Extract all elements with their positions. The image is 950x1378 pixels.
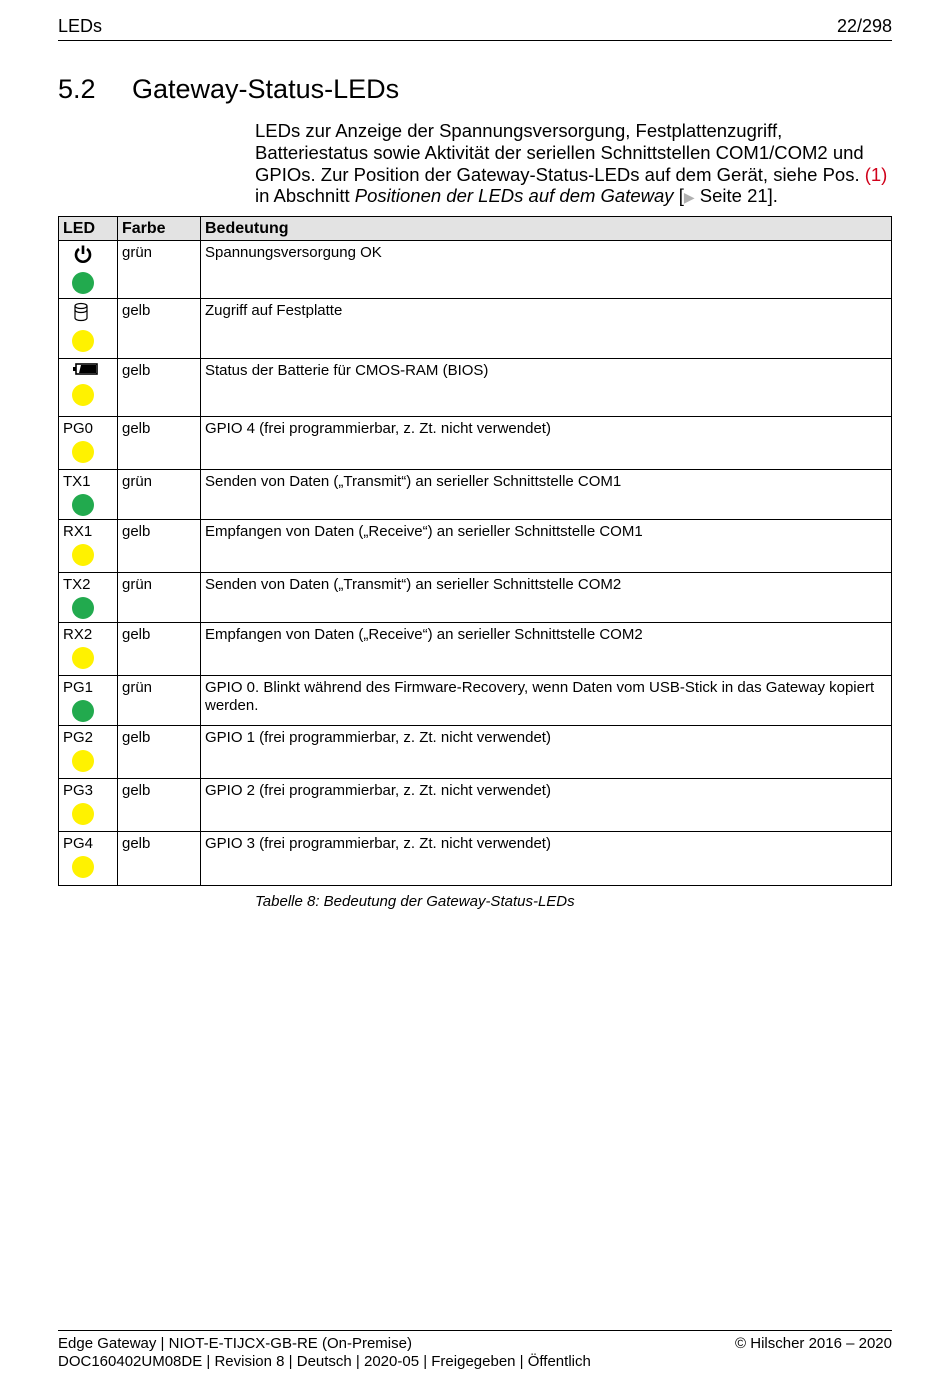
led-cell bbox=[59, 359, 118, 417]
led-label: PG0 bbox=[63, 420, 94, 437]
intro-text: LEDs zur Anzeige der Spannungsversorgung, Festplattenzugriff, Batteriestatus sowie Aktivität der seriellen Schnittstellen COM1/COM2 und GPIOs. Zur Position der Gateway-Status-LEDs auf dem Gerät, siehe Pos. bbox=[255, 120, 865, 185]
led-color-cell: gelb bbox=[118, 623, 201, 676]
table-header-row bbox=[59, 217, 892, 241]
led-indicator-dot bbox=[72, 494, 94, 516]
table-row bbox=[59, 726, 892, 779]
led-color-cell: grün bbox=[118, 470, 201, 520]
led-cell bbox=[59, 470, 118, 520]
led-color-cell: grün bbox=[118, 241, 201, 299]
position-ref: (1) bbox=[864, 163, 888, 185]
col-header-led: LED bbox=[59, 217, 118, 241]
led-color-cell: gelb bbox=[118, 832, 201, 886]
led-label: PG4 bbox=[63, 835, 94, 852]
table-row bbox=[59, 520, 892, 573]
page-ref-link[interactable]: Seite 21]. bbox=[694, 185, 778, 207]
page-ref-arrow-icon: ▶ bbox=[683, 189, 695, 206]
led-cell bbox=[59, 520, 118, 573]
led-cell bbox=[59, 299, 118, 359]
led-meaning-cell: GPIO 0. Blinkt während des Firmware-Recovery, wenn Daten vom USB-Stick in das Gateway kopiert werden. bbox=[201, 676, 892, 726]
led-meaning-cell: Empfangen von Daten („Receive“) an serieller Schnittstelle COM2 bbox=[201, 623, 892, 676]
led-color-cell: gelb bbox=[118, 299, 201, 359]
led-cell bbox=[59, 417, 118, 470]
led-indicator-dot bbox=[72, 330, 94, 352]
table-row bbox=[59, 241, 892, 299]
led-color-cell: gelb bbox=[118, 726, 201, 779]
led-label: RX2 bbox=[63, 626, 93, 643]
footer-doc-info: DOC160402UM08DE | Revision 8 | Deutsch | 2020-05 | Freigegeben | Öffentlich bbox=[58, 1353, 591, 1370]
intro-paragraph bbox=[255, 120, 895, 209]
led-meaning-cell: Zugriff auf Festplatte bbox=[201, 299, 892, 359]
table-row bbox=[59, 417, 892, 470]
power-icon bbox=[73, 244, 113, 269]
section-number: 5.2 bbox=[58, 74, 96, 104]
header-page-number: 22/298 bbox=[836, 16, 892, 36]
led-label: TX1 bbox=[63, 473, 91, 490]
led-meaning-cell: GPIO 2 (frei programmierbar, z. Zt. nicht verwendet) bbox=[201, 779, 892, 832]
led-indicator-dot bbox=[72, 750, 94, 772]
table-caption: Tabelle 8: Bedeutung der Gateway-Status-LEDs bbox=[255, 893, 575, 910]
led-indicator-dot bbox=[72, 803, 94, 825]
table-row bbox=[59, 573, 892, 623]
led-cell bbox=[59, 832, 118, 886]
led-label: PG2 bbox=[63, 729, 94, 746]
table-row bbox=[59, 470, 892, 520]
table-row bbox=[59, 299, 892, 359]
table-row bbox=[59, 676, 892, 726]
led-cell bbox=[59, 779, 118, 832]
table-row bbox=[59, 623, 892, 676]
page-footer bbox=[58, 1330, 892, 1371]
led-color-cell: grün bbox=[118, 573, 201, 623]
led-indicator-dot bbox=[72, 700, 94, 722]
led-meaning-cell: Senden von Daten („Transmit“) an serieller Schnittstelle COM2 bbox=[201, 573, 892, 623]
led-cell bbox=[59, 726, 118, 779]
led-indicator-dot bbox=[72, 856, 94, 878]
section-heading bbox=[58, 74, 399, 105]
battery-icon bbox=[73, 362, 113, 381]
led-meaning-cell: Spannungsversorgung OK bbox=[201, 241, 892, 299]
footer-copyright: © Hilscher 2016 – 2020 bbox=[735, 1335, 892, 1352]
led-color-cell: gelb bbox=[118, 520, 201, 573]
led-label: PG1 bbox=[63, 679, 94, 696]
col-header-farbe: Farbe bbox=[118, 217, 201, 241]
led-label: TX2 bbox=[63, 576, 91, 593]
led-indicator-dot bbox=[72, 384, 94, 406]
led-color-cell: gelb bbox=[118, 417, 201, 470]
intro-text: [ bbox=[673, 185, 684, 207]
table-row bbox=[59, 359, 892, 417]
led-cell bbox=[59, 623, 118, 676]
header-chapter: LEDs bbox=[58, 16, 103, 36]
led-meaning-cell: Empfangen von Daten („Receive“) an serieller Schnittstelle COM1 bbox=[201, 520, 892, 573]
led-label: RX1 bbox=[63, 523, 93, 540]
table-row bbox=[59, 779, 892, 832]
led-cell bbox=[59, 241, 118, 299]
led-meaning-cell: GPIO 4 (frei programmierbar, z. Zt. nicht verwendet) bbox=[201, 417, 892, 470]
footer-product: Edge Gateway | NIOT-E-TIJCX-GB-RE (On-Premise) bbox=[58, 1335, 412, 1352]
page-header bbox=[58, 16, 892, 41]
led-cell bbox=[59, 676, 118, 726]
led-meaning-cell: Senden von Daten („Transmit“) an serieller Schnittstelle COM1 bbox=[201, 470, 892, 520]
intro-text: in Abschnitt bbox=[255, 185, 355, 207]
section-link[interactable]: Positionen der LEDs auf dem Gateway bbox=[354, 185, 674, 207]
led-color-cell: gelb bbox=[118, 779, 201, 832]
disk-icon bbox=[73, 302, 113, 327]
led-cell bbox=[59, 573, 118, 623]
col-header-bedeutung: Bedeutung bbox=[201, 217, 892, 241]
led-table bbox=[58, 216, 892, 886]
led-indicator-dot bbox=[72, 441, 94, 463]
led-indicator-dot bbox=[72, 544, 94, 566]
led-indicator-dot bbox=[72, 597, 94, 619]
led-meaning-cell: GPIO 3 (frei programmierbar, z. Zt. nicht verwendet) bbox=[201, 832, 892, 886]
table-row bbox=[59, 832, 892, 886]
led-indicator-dot bbox=[72, 647, 94, 669]
led-indicator-dot bbox=[72, 272, 94, 294]
led-meaning-cell: GPIO 1 (frei programmierbar, z. Zt. nicht verwendet) bbox=[201, 726, 892, 779]
led-meaning-cell: Status der Batterie für CMOS-RAM (BIOS) bbox=[201, 359, 892, 417]
section-title: Gateway-Status-LEDs bbox=[132, 74, 400, 104]
led-label: PG3 bbox=[63, 782, 94, 799]
led-color-cell: grün bbox=[118, 676, 201, 726]
led-color-cell: gelb bbox=[118, 359, 201, 417]
